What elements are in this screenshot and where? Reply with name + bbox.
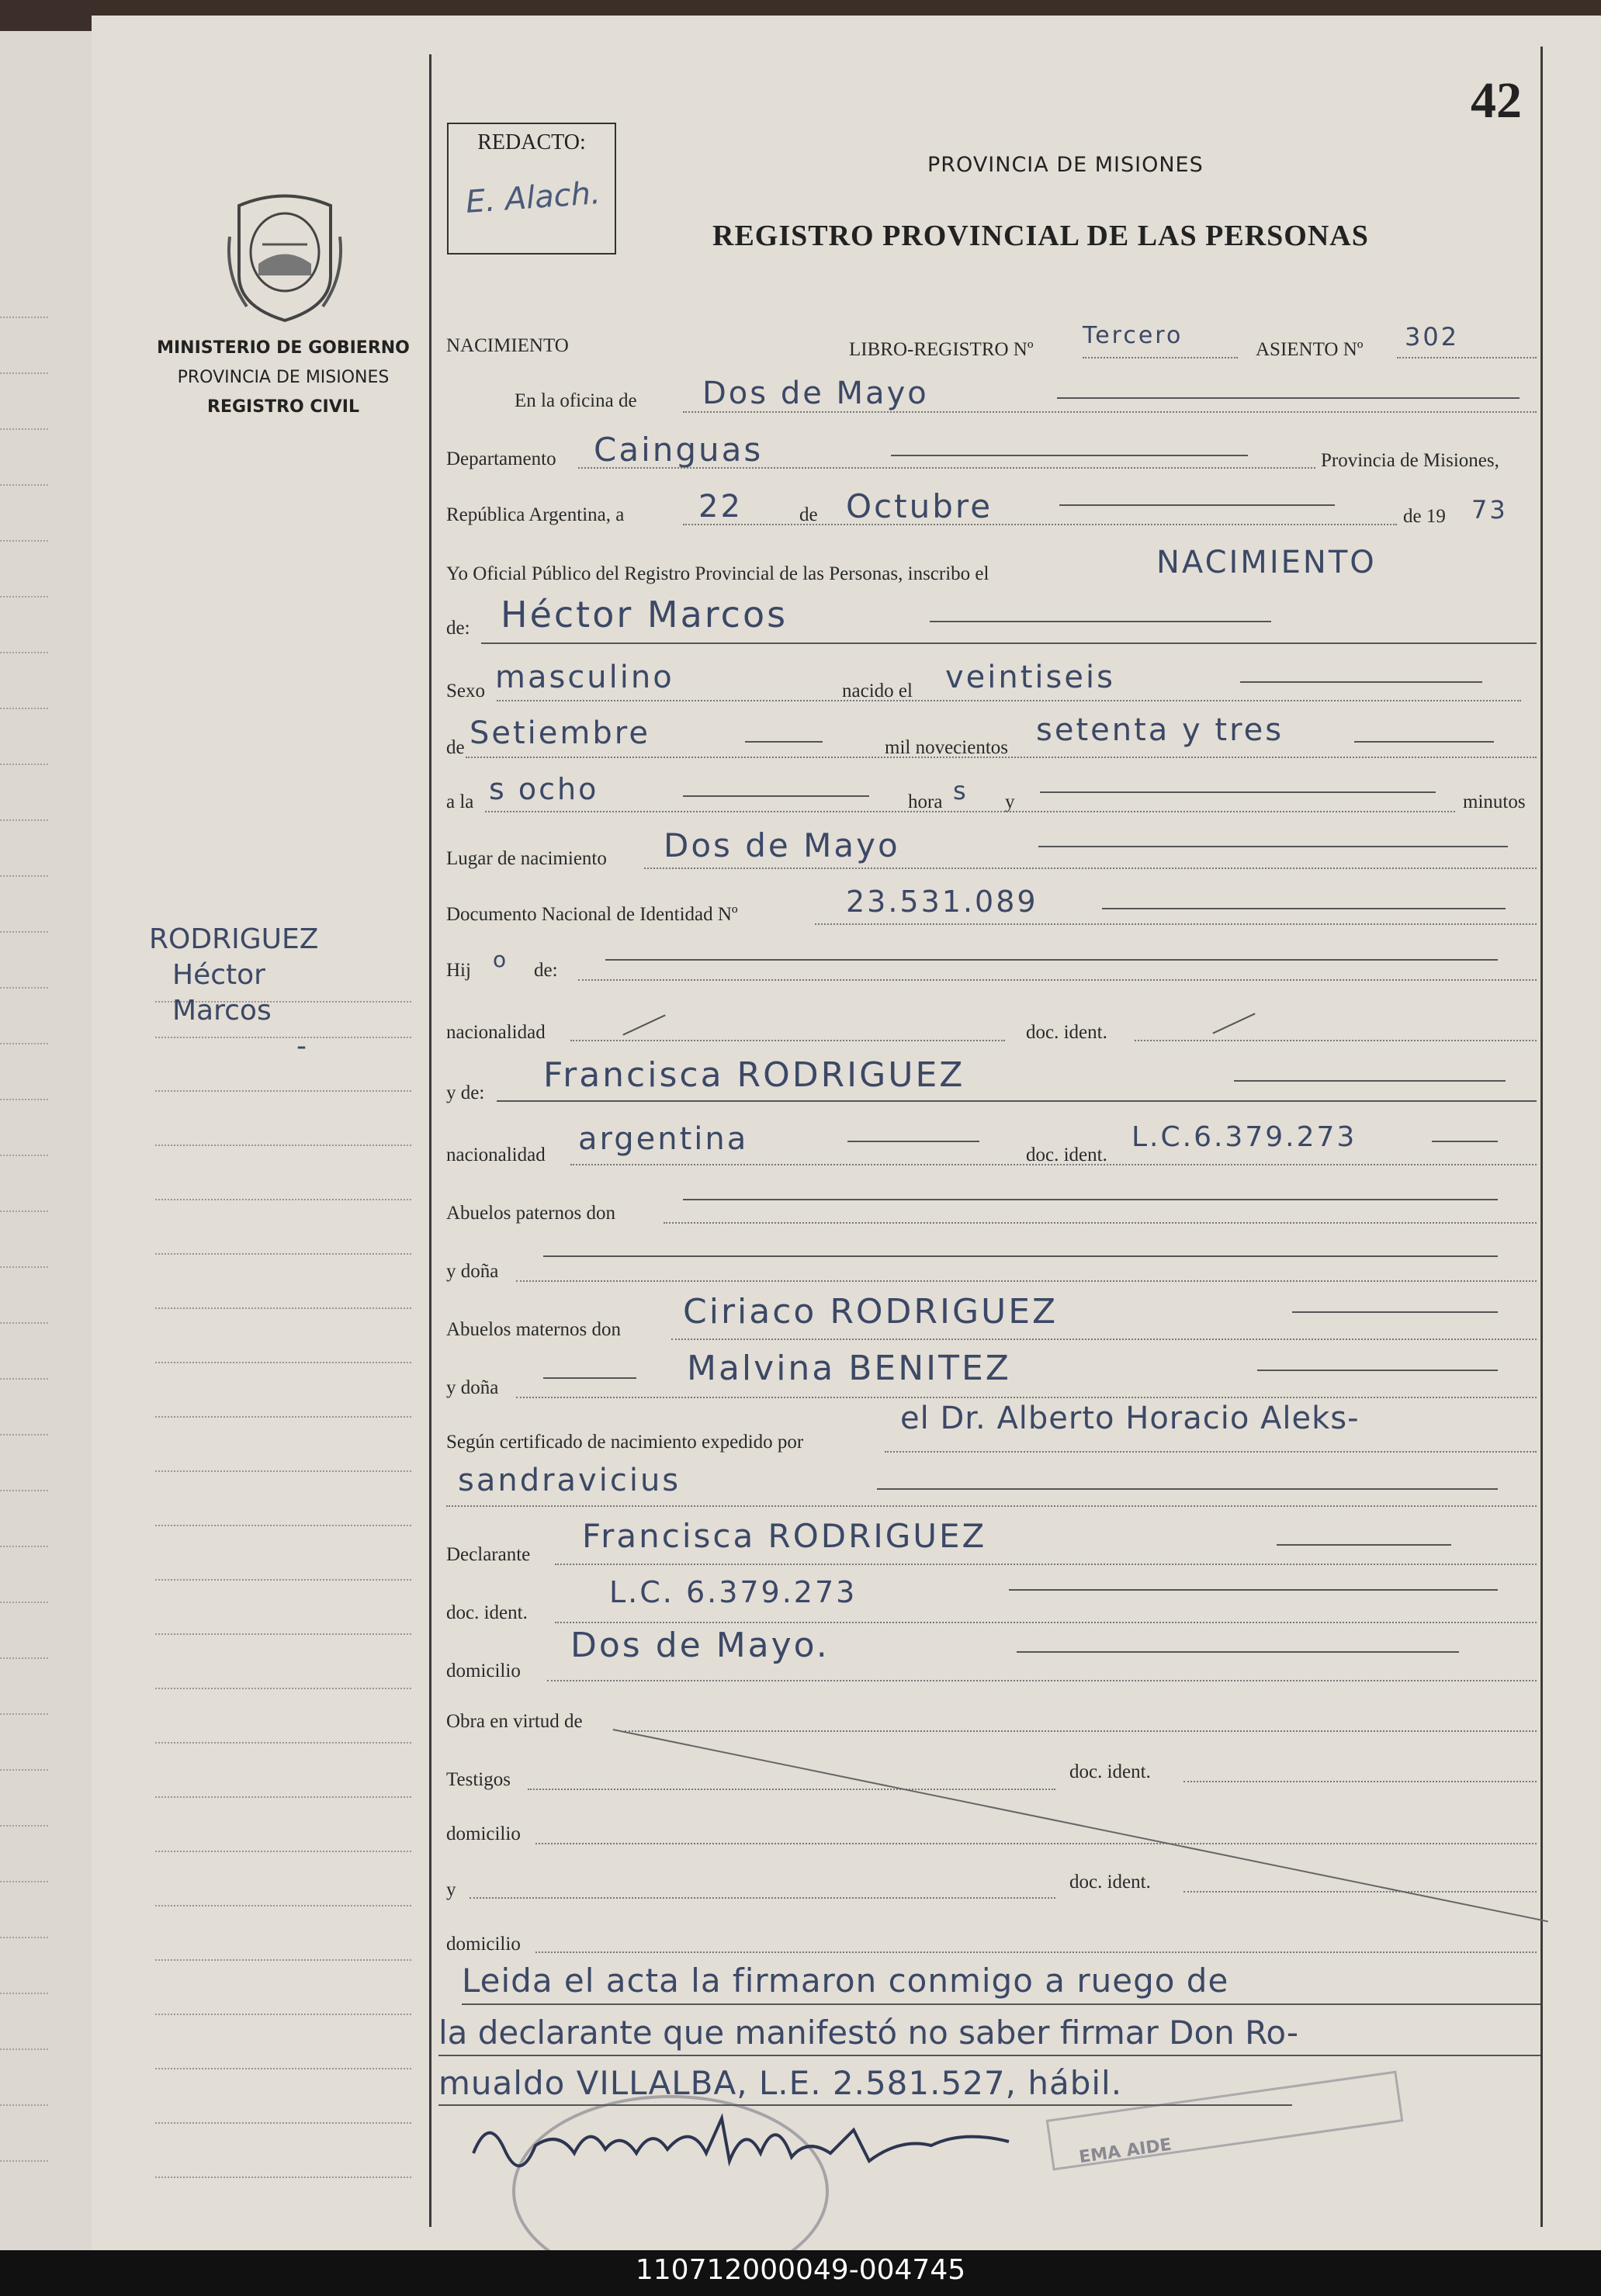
- doc-declarante-label: doc. ident.: [446, 1602, 528, 1623]
- mes-value: Setiembre: [470, 715, 650, 751]
- hijo-value: o: [493, 947, 509, 972]
- handwritten-dash: [1277, 1544, 1451, 1546]
- fecha-month: Octubre: [846, 487, 993, 525]
- dotted-line: [0, 764, 48, 765]
- mes-label: de: [446, 737, 465, 758]
- dotted-line: [0, 1993, 48, 1994]
- handwritten-dash: [1059, 504, 1335, 506]
- handwritten-dash: [930, 621, 1271, 622]
- dni-value: 23.531.089: [846, 885, 1038, 919]
- asiento-value: 302: [1405, 322, 1460, 351]
- handwritten-dash: [1040, 791, 1436, 793]
- margin-line: [155, 1796, 411, 1798]
- child-name: Héctor Marcos: [501, 594, 788, 635]
- ministry-line-2: PROVINCIA DE MISIONES: [177, 368, 390, 387]
- fecha-label: República Argentina, a: [446, 504, 625, 525]
- de-label: de:: [446, 618, 470, 639]
- abuelos-paternos-line: [664, 1222, 1537, 1224]
- handwritten-dash: [891, 455, 1248, 456]
- fecha-year-label: de 19: [1403, 506, 1446, 527]
- doc-label-1: doc. ident.: [1026, 1022, 1107, 1043]
- handwritten-dash: [1257, 1370, 1498, 1371]
- lugar-label: Lugar de nacimiento: [446, 848, 607, 869]
- margin-line: [155, 2177, 411, 2178]
- abuelos-maternos-line: [671, 1338, 1537, 1340]
- hora-suffix-value: s: [953, 776, 969, 805]
- domicilio-3-line: [535, 1951, 1537, 1953]
- margin-line: [155, 2122, 411, 2124]
- dotted-line: [0, 484, 48, 486]
- closing-underline-2: [438, 2055, 1540, 2056]
- de-line: [481, 642, 1537, 644]
- margin-line: [155, 1090, 411, 1092]
- redacto-box: [447, 123, 616, 255]
- certificado-value-continued: sandravicius: [458, 1463, 681, 1498]
- dotted-line: [0, 1155, 48, 1156]
- dona-paterna-line: [516, 1280, 1537, 1282]
- handwritten-dash: [1234, 1080, 1506, 1082]
- redacto-label: REDACTO:: [477, 130, 586, 154]
- dni-line: [815, 923, 1537, 925]
- y-label: y: [446, 1879, 456, 1900]
- margin-line: [155, 1905, 411, 1906]
- testigos-doc-line: [1183, 1781, 1537, 1782]
- margin-line: [155, 1851, 411, 1852]
- nacionalidad-value-2: argentina: [578, 1121, 749, 1157]
- margin-line: [155, 1362, 411, 1363]
- dotted-line: [0, 1825, 48, 1827]
- dotted-line: [0, 1769, 48, 1771]
- margin-dash: -: [296, 1030, 307, 1062]
- minutos-label: minutos: [1463, 791, 1526, 812]
- handwritten-dash: [1057, 397, 1520, 399]
- madre-value: Francisca RODRIGUEZ: [543, 1055, 965, 1095]
- y-doc-line: [1183, 1891, 1537, 1893]
- handwritten-dash: [543, 1255, 1498, 1257]
- margin-line: [155, 1959, 411, 1961]
- dotted-line: [0, 1434, 48, 1435]
- testigos-label: Testigos: [446, 1769, 511, 1790]
- closing-line-1: Leida el acta la firmaron conmigo a ruego de: [462, 1962, 1229, 2000]
- dotted-line: [0, 372, 48, 374]
- margin-line: [155, 2068, 411, 2069]
- abuelos-maternos-label: Abuelos maternos don: [446, 1319, 621, 1340]
- asiento-dotted-line: [1397, 357, 1537, 358]
- lugar-line: [644, 867, 1537, 869]
- dotted-line: [0, 596, 48, 597]
- dotted-line: [0, 2048, 48, 2050]
- dotted-line: [0, 1881, 48, 1882]
- margin-annotation: [149, 922, 428, 1065]
- domicilio-2-line: [535, 1843, 1537, 1844]
- obra-label: Obra en virtud de: [446, 1711, 583, 1732]
- margin-given-name-2: Marcos: [172, 995, 272, 1027]
- declarante-line: [555, 1564, 1537, 1565]
- testigos-doc-label: doc. ident.: [1069, 1761, 1151, 1782]
- dotted-line: [0, 540, 48, 542]
- handwritten-dash: [1009, 1589, 1498, 1591]
- domicilio-value: Dos de Mayo.: [570, 1626, 830, 1665]
- dni-label: Documento Nacional de Identidad Nº: [446, 904, 738, 925]
- mil-label: mil novecientos: [885, 737, 1008, 758]
- asiento-label: ASIENTO Nº: [1256, 339, 1364, 360]
- mes-line: [466, 757, 1537, 758]
- certificado-label: Según certificado de nacimiento expedido por: [446, 1432, 804, 1453]
- margin-line: [155, 1145, 411, 1146]
- coat-of-arms-emblem-icon: [224, 190, 346, 324]
- dotted-line: [0, 1043, 48, 1044]
- handwritten-dash: [605, 959, 1498, 961]
- dotted-line: [0, 2160, 48, 2162]
- abuelos-paternos-label: Abuelos paternos don: [446, 1203, 616, 1224]
- margin-line: [155, 1416, 411, 1418]
- handwritten-dash: [847, 1141, 979, 1142]
- margin-line: [155, 1688, 411, 1689]
- doc-declarante-line: [555, 1622, 1537, 1623]
- footer-document-id: 110712000049-004745: [635, 2254, 966, 2286]
- departamento-value: Cainguas: [594, 431, 764, 469]
- departamento-label: Departamento: [446, 448, 556, 469]
- margin-line: [155, 1742, 411, 1744]
- nacionalidad-label-2: nacionalidad: [446, 1145, 546, 1165]
- dotted-line: [0, 1266, 48, 1268]
- departamento-line: [578, 467, 1315, 469]
- declarante-label: Declarante: [446, 1544, 531, 1565]
- dotted-line: [0, 987, 48, 989]
- lugar-value: Dos de Mayo: [664, 826, 900, 864]
- ministry-line-3: REGISTRO CIVIL: [207, 397, 359, 417]
- dona-paterna-label: y doña: [446, 1261, 499, 1282]
- handwritten-dash: [745, 741, 823, 743]
- libro-value: Tercero: [1083, 322, 1183, 349]
- dona-materna-label: y doña: [446, 1377, 499, 1398]
- oficina-label: En la oficina de: [515, 390, 637, 411]
- province-header: PROVINCIA DE MISIONES: [927, 153, 1204, 177]
- hora-line: [485, 811, 1455, 812]
- handwritten-dash: [1102, 908, 1506, 909]
- dotted-line: [0, 1490, 48, 1491]
- hijo-line: [578, 979, 1537, 981]
- margin-given-name-1: Héctor: [172, 959, 265, 991]
- fecha-day: 22: [698, 489, 743, 525]
- oficina-line: [683, 411, 1537, 413]
- record-type: NACIMIENTO: [446, 335, 569, 356]
- nacionalidad-line-2: [570, 1164, 1537, 1165]
- dotted-line: [0, 1657, 48, 1659]
- doc-line-1: [1135, 1040, 1537, 1041]
- dotted-line: [0, 317, 48, 318]
- stamp-text: EMA AIDE: [1077, 2135, 1173, 2168]
- oficina-value: Dos de Mayo: [702, 376, 929, 411]
- margin-line: [155, 1199, 411, 1200]
- dotted-line: [0, 875, 48, 877]
- certificado-line: [885, 1451, 1537, 1453]
- oficial-value: NACIMIENTO: [1156, 545, 1377, 580]
- hijo-suffix: de:: [534, 960, 558, 981]
- dotted-line: [0, 1378, 48, 1380]
- hora-a-la-label: a la: [446, 791, 474, 812]
- dona-materna-line: [516, 1397, 1537, 1398]
- obra-line: [625, 1730, 1537, 1732]
- handwritten-dash: [877, 1488, 1498, 1490]
- dotted-line: [0, 652, 48, 653]
- departamento-suffix: Provincia de Misiones,: [1321, 450, 1499, 471]
- nacido-label: nacido el: [842, 680, 913, 701]
- fecha-de: de: [799, 504, 818, 525]
- handwritten-dash: [1432, 1141, 1498, 1142]
- mil-value: setenta y tres: [1036, 712, 1284, 748]
- closing-underline-1: [462, 2003, 1540, 2005]
- dotted-line: [0, 1713, 48, 1715]
- domicilio-line: [547, 1680, 1537, 1681]
- madre-label: y de:: [446, 1082, 485, 1103]
- margin-line: [155, 1307, 411, 1309]
- domicilio-label: domicilio: [446, 1661, 521, 1681]
- hijo-label: Hij: [446, 960, 471, 981]
- handwritten-dash: [543, 1377, 636, 1379]
- redacto-value: E. Alach.: [464, 175, 602, 221]
- handwritten-dash: [1292, 1311, 1498, 1313]
- handwritten-dash: [683, 795, 869, 797]
- dotted-line: [0, 1937, 48, 1938]
- libro-dotted-line: [1083, 357, 1238, 358]
- dotted-line: [0, 2104, 48, 2106]
- abuelos-maternos-value: Ciriaco RODRIGUEZ: [683, 1292, 1059, 1332]
- nacido-value: veintiseis: [945, 660, 1115, 695]
- dotted-line: [0, 1210, 48, 1212]
- margin-line: [155, 1633, 411, 1635]
- fecha-year: 73: [1471, 495, 1508, 525]
- hora-y-label: y: [1005, 791, 1015, 812]
- dotted-line: [0, 1099, 48, 1100]
- certificado-value: el Dr. Alberto Horacio Aleks-: [900, 1401, 1360, 1436]
- closing-line-2: la declarante que manifestó no saber firmar Don Ro-: [438, 2014, 1299, 2052]
- sexo-value: masculino: [495, 660, 674, 695]
- hora-value: s ocho: [489, 772, 599, 806]
- handwritten-dash: [683, 1199, 1498, 1200]
- declarante-value: Francisca RODRIGUEZ: [582, 1517, 987, 1555]
- doc-value-2: L.C.6.379.273: [1131, 1121, 1357, 1153]
- y-doc-label: doc. ident.: [1069, 1872, 1151, 1893]
- certificado-line-2: [446, 1505, 1537, 1507]
- registry-title: REGISTRO PROVINCIAL DE LAS PERSONAS: [712, 220, 1369, 252]
- margin-line: [155, 2014, 411, 2015]
- page-number: 42: [1471, 72, 1522, 129]
- margin-line: [155, 1253, 411, 1255]
- dotted-line: [0, 708, 48, 709]
- doc-declarante-value: L.C. 6.379.273: [609, 1575, 858, 1609]
- handwritten-dash: [1038, 846, 1508, 847]
- handwritten-dash: [1017, 1651, 1459, 1653]
- dotted-line: [0, 931, 48, 933]
- margin-line: [155, 1470, 411, 1472]
- nacionalidad-label-1: nacionalidad: [446, 1022, 546, 1043]
- sexo-label: Sexo: [446, 680, 485, 701]
- margin-line: [155, 1579, 411, 1581]
- y-line: [470, 1897, 1055, 1899]
- dona-materna-value: Malvina BENITEZ: [687, 1349, 1011, 1388]
- domicilio-3-label: domicilio: [446, 1934, 521, 1955]
- doc-label-2: doc. ident.: [1026, 1145, 1107, 1165]
- fecha-line: [683, 524, 1397, 525]
- testigos-line: [528, 1789, 1055, 1790]
- dotted-line: [0, 819, 48, 821]
- libro-label: LIBRO-REGISTRO Nº: [849, 339, 1034, 360]
- dotted-line: [0, 1602, 48, 1603]
- ministry-line-1: MINISTERIO DE GOBIERNO: [157, 338, 410, 358]
- dotted-line: [0, 1546, 48, 1547]
- hora-label: hora: [908, 791, 943, 812]
- closing-line-3: mualdo VILLALBA, L.E. 2.581.527, hábil.: [438, 2064, 1123, 2102]
- left-facing-page: [0, 31, 99, 2250]
- dotted-line: [0, 1322, 48, 1324]
- right-rule: [1540, 47, 1543, 2227]
- margin-rule: [429, 54, 431, 2227]
- dotted-line: [0, 428, 48, 430]
- madre-line: [497, 1100, 1537, 1102]
- oficial-label: Yo Oficial Público del Registro Provincial de las Personas, inscribo el: [446, 563, 989, 584]
- margin-surname: RODRIGUEZ: [149, 923, 319, 955]
- nacionalidad-line-1: [570, 1040, 1005, 1041]
- handwritten-dash: [1240, 681, 1482, 683]
- margin-line: [155, 1525, 411, 1526]
- handwritten-dash: [1354, 741, 1494, 743]
- domicilio-2-label: domicilio: [446, 1823, 521, 1844]
- sexo-line: [497, 700, 1521, 701]
